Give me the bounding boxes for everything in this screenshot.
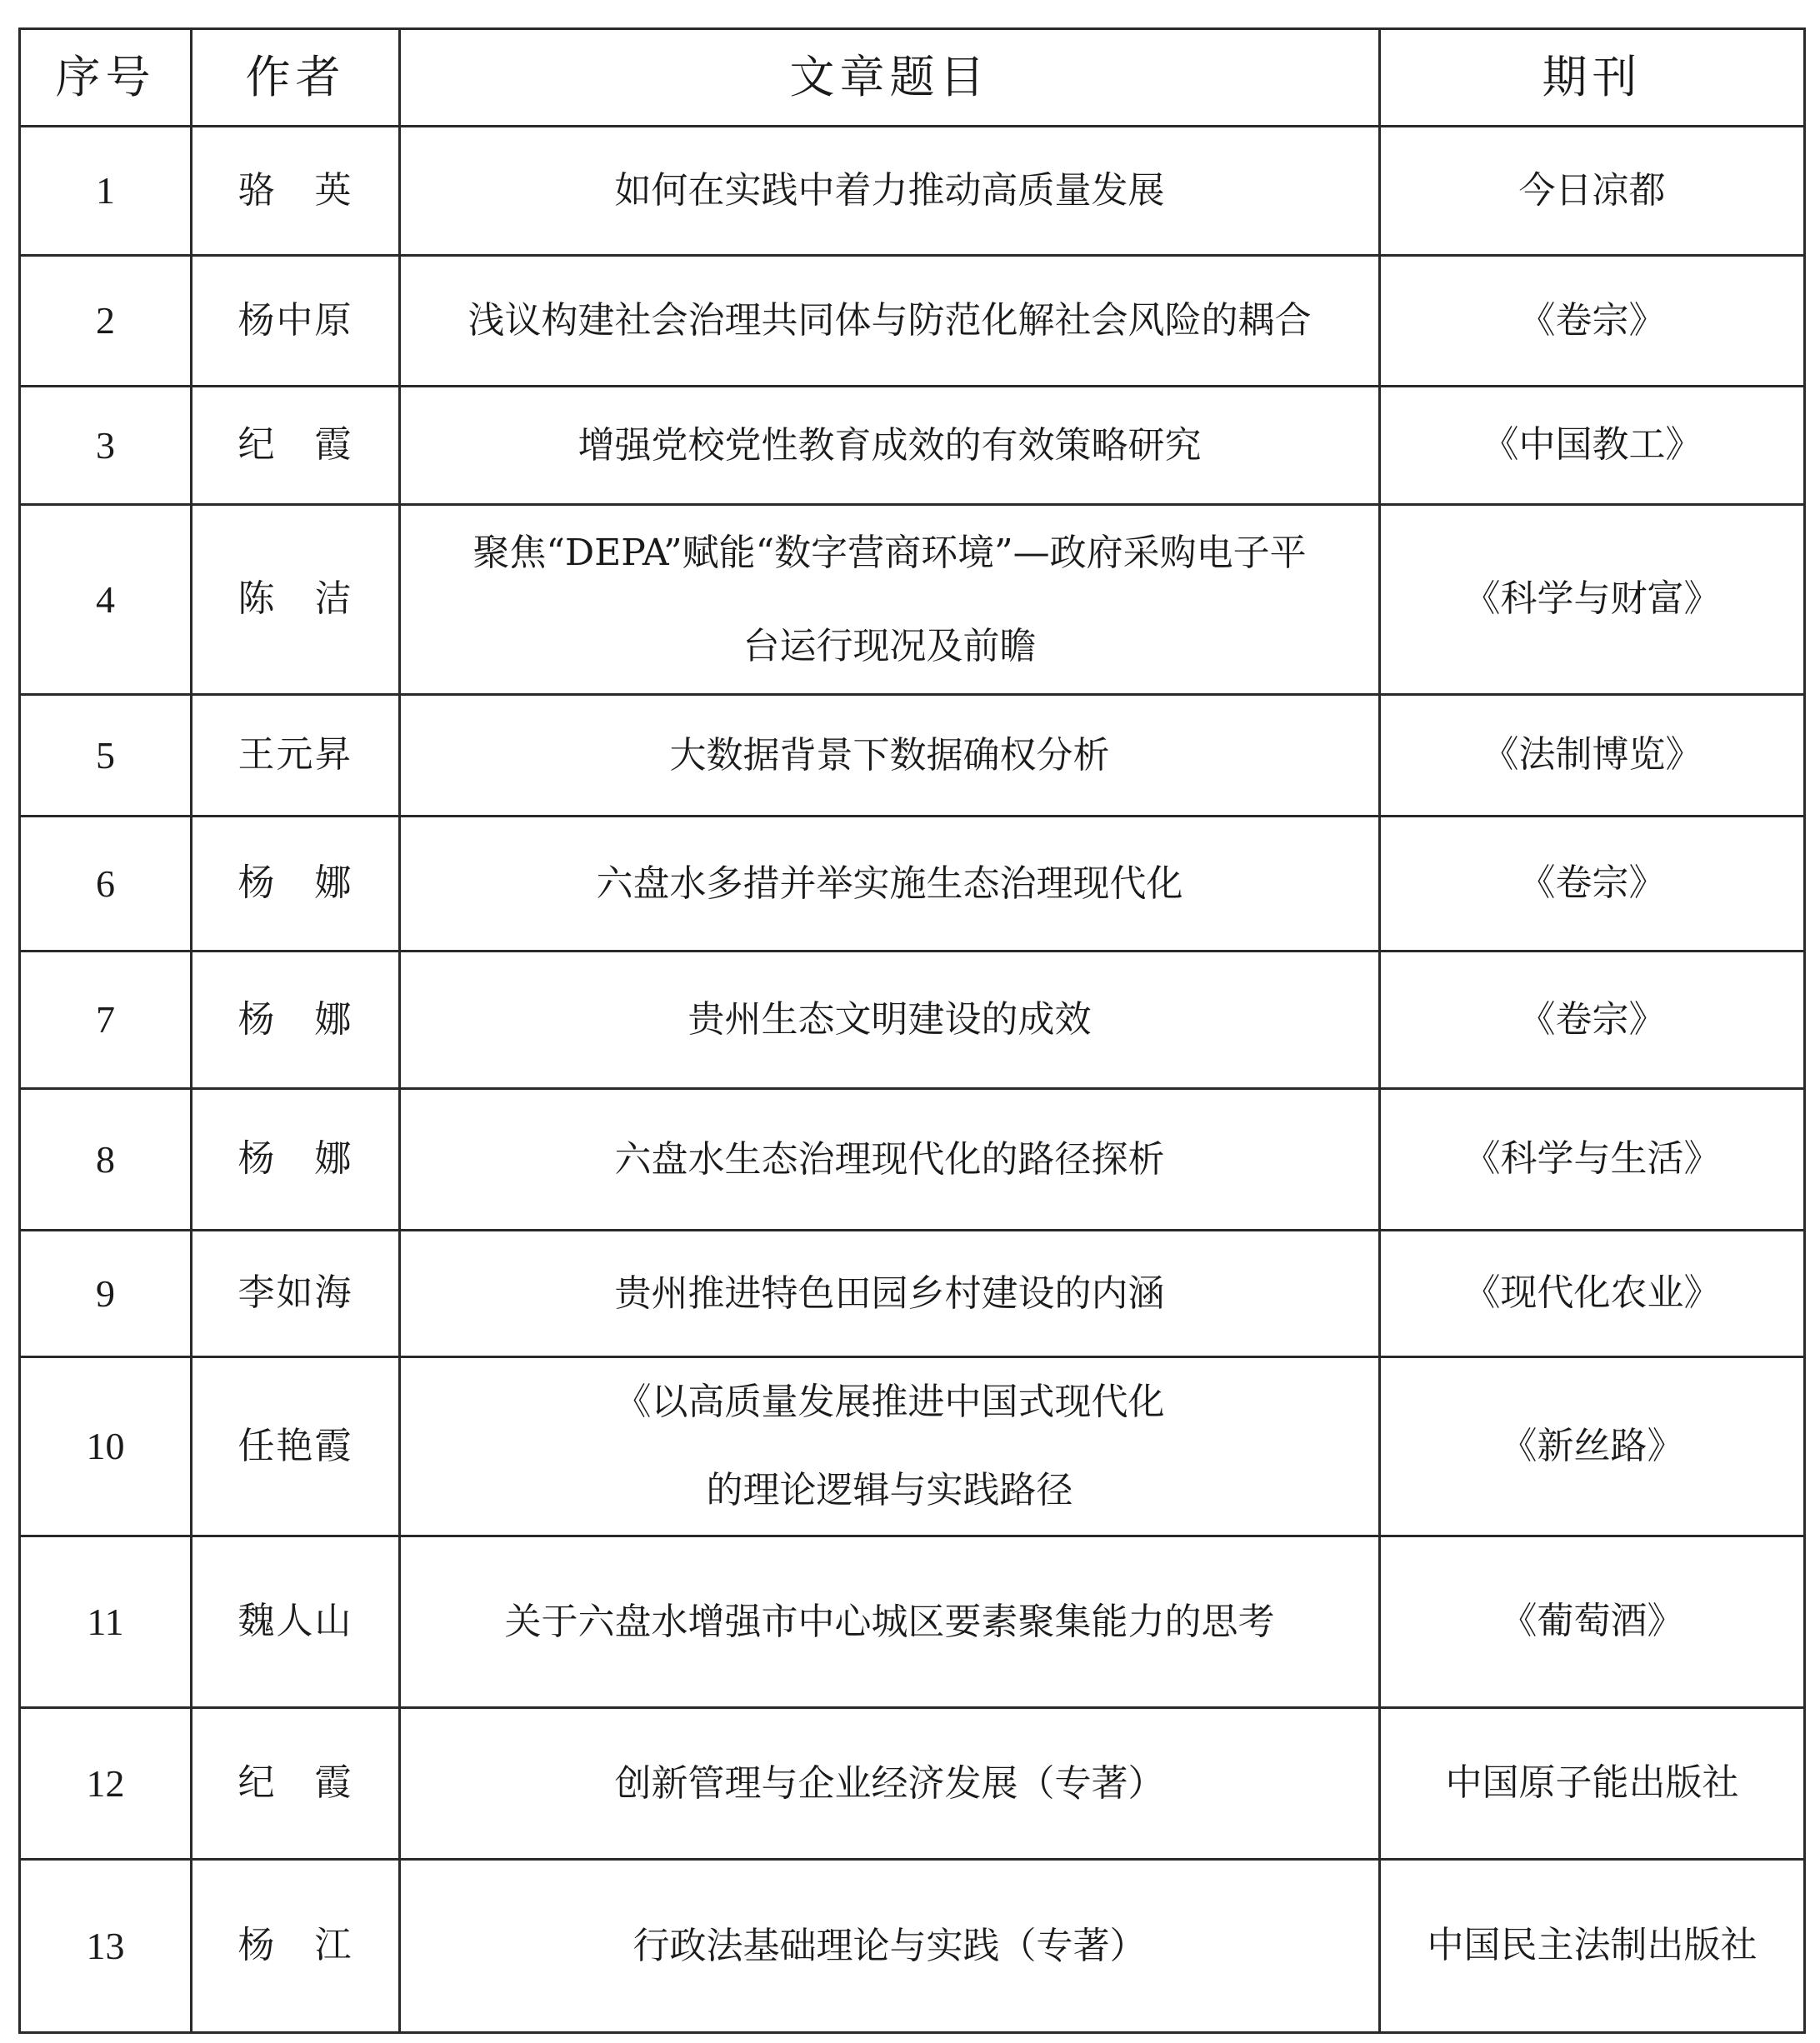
journal-cell: 今日凉都 — [1380, 127, 1805, 256]
author-cell: 陈 洁 — [192, 505, 400, 695]
journal-cell: 《卷宗》 — [1380, 256, 1805, 387]
journal-cell: 《法制博览》 — [1380, 695, 1805, 817]
serial-cell: 10 — [20, 1357, 192, 1536]
title-line: 聚焦“DEPA”赋能“数字营商环境”—政府采购电子平 — [472, 531, 1307, 574]
serial-cell: 1 — [20, 127, 192, 256]
table-row — [20, 817, 1805, 952]
title-line: 六盘水多措并举实施生态治理现代化 — [596, 862, 1183, 905]
title-line: 关于六盘水增强市中心城区要素聚集能力的思考 — [504, 1600, 1275, 1643]
journal-cell: 《科学与财富》 — [1380, 505, 1805, 695]
header-title: 文章题目 — [400, 29, 1380, 127]
title-cell — [400, 817, 1380, 952]
table-row — [20, 1536, 1805, 1708]
serial-cell: 8 — [20, 1089, 192, 1231]
title-cell — [400, 952, 1380, 1089]
author-cell: 杨 娜 — [192, 952, 400, 1089]
title-cell — [400, 127, 1380, 256]
journal-cell: 中国原子能出版社 — [1380, 1708, 1805, 1860]
author-cell: 杨 娜 — [192, 817, 400, 952]
title-cell — [400, 505, 1380, 695]
title-line: 六盘水生态治理现代化的路径探析 — [614, 1137, 1165, 1181]
table-row — [20, 1860, 1805, 2033]
table-row — [20, 952, 1805, 1089]
serial-cell: 13 — [20, 1860, 192, 2033]
table-row — [20, 1231, 1805, 1357]
table-row — [20, 1708, 1805, 1860]
publications-table — [18, 27, 1806, 2034]
author-cell: 王元昇 — [192, 695, 400, 817]
journal-cell: 《葡萄酒》 — [1380, 1536, 1805, 1708]
author-cell: 骆 英 — [192, 127, 400, 256]
author-cell: 杨 娜 — [192, 1089, 400, 1231]
serial-cell: 11 — [20, 1536, 192, 1708]
author-cell: 任艳霞 — [192, 1357, 400, 1536]
journal-cell: 《现代化农业》 — [1380, 1231, 1805, 1357]
title-line: 如何在实践中着力推动高质量发展 — [614, 169, 1165, 212]
title-cell — [400, 695, 1380, 817]
title-cell — [400, 1860, 1380, 2033]
title-line: 增强党校党性教育成效的有效策略研究 — [578, 423, 1202, 467]
serial-cell: 7 — [20, 952, 192, 1089]
serial-cell: 9 — [20, 1231, 192, 1357]
title-cell — [400, 387, 1380, 505]
header-journal: 期刊 — [1380, 29, 1805, 127]
journal-cell: 《卷宗》 — [1380, 952, 1805, 1089]
serial-cell: 12 — [20, 1708, 192, 1860]
author-cell: 纪 霞 — [192, 387, 400, 505]
journal-cell: 中国民主法制出版社 — [1380, 1860, 1805, 2033]
title-cell — [400, 1357, 1380, 1536]
title-line: 贵州生态文明建设的成效 — [688, 998, 1092, 1041]
table-row — [20, 1089, 1805, 1231]
serial-cell: 4 — [20, 505, 192, 695]
serial-cell: 5 — [20, 695, 192, 817]
title-line: 创新管理与企业经济发展（专著） — [614, 1761, 1165, 1805]
title-line: 浅议构建社会治理共同体与防范化解社会风险的耦合 — [468, 299, 1312, 342]
author-cell: 杨中原 — [192, 256, 400, 387]
serial-cell: 3 — [20, 387, 192, 505]
journal-cell: 《中国教工》 — [1380, 387, 1805, 505]
table-row — [20, 387, 1805, 505]
title-line: 台运行现况及前瞻 — [742, 624, 1037, 667]
journal-cell: 《科学与生活》 — [1380, 1089, 1805, 1231]
table-row — [20, 127, 1805, 256]
title-cell — [400, 256, 1380, 387]
serial-cell: 6 — [20, 817, 192, 952]
title-cell — [400, 1708, 1380, 1860]
title-line: 行政法基础理论与实践（专著） — [632, 1924, 1147, 1967]
title-cell — [400, 1231, 1380, 1357]
header-author: 作者 — [192, 29, 400, 127]
header-serial: 序号 — [20, 29, 192, 127]
journal-cell: 《卷宗》 — [1380, 817, 1805, 952]
title-line: 贵州推进特色田园乡村建设的内涵 — [614, 1271, 1165, 1315]
title-line: 的理论逻辑与实践路径 — [706, 1469, 1073, 1511]
table-row — [20, 695, 1805, 817]
title-line: 《以高质量发展推进中国式现代化 — [614, 1381, 1165, 1423]
author-cell: 魏人山 — [192, 1536, 400, 1708]
table-row — [20, 256, 1805, 387]
author-cell: 李如海 — [192, 1231, 400, 1357]
header-row — [20, 29, 1805, 127]
journal-cell: 《新丝路》 — [1380, 1357, 1805, 1536]
title-cell — [400, 1536, 1380, 1708]
title-cell — [400, 1089, 1380, 1231]
table-row — [20, 1357, 1805, 1536]
author-cell: 杨 江 — [192, 1860, 400, 2033]
serial-cell: 2 — [20, 256, 192, 387]
table-row — [20, 505, 1805, 695]
author-cell: 纪 霞 — [192, 1708, 400, 1860]
title-line: 大数据背景下数据确权分析 — [669, 733, 1110, 777]
